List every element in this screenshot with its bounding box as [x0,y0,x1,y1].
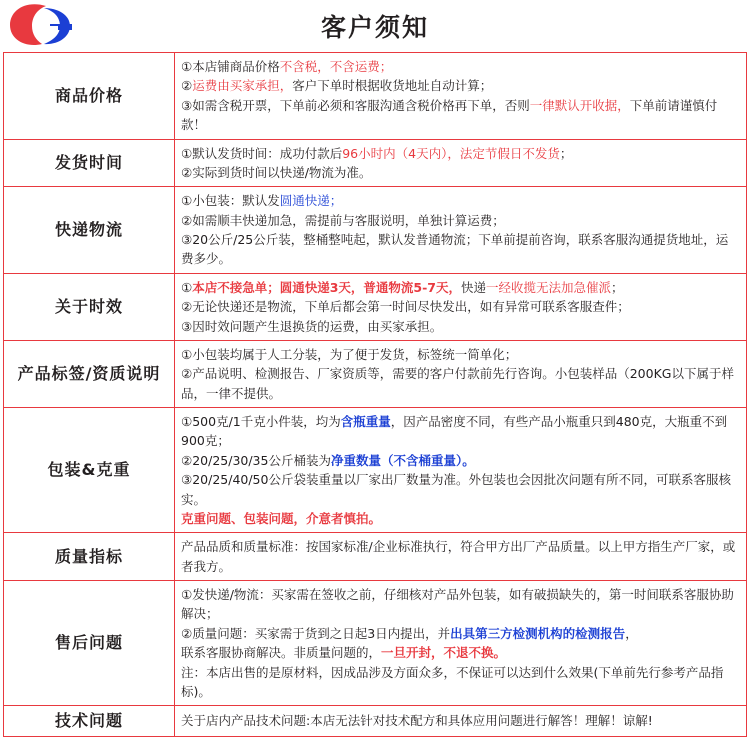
row-content [175,139,747,187]
content-line [181,537,740,576]
table-row [4,53,747,140]
brand-logo-g-icon [6,2,80,48]
content-text: 注：本店出售的是原材料，因成品涉及方面众多，不保证可以达到什么效果(下单前先行参考产品指标)。 [181,664,724,699]
content-line [181,163,740,182]
row-label: 产品标签/资质说明 [4,340,175,407]
content-text: ②如需顺丰快递加急，需提前与客服说明，单独计算运费； [181,212,505,228]
content-text: ②20/25/30/35公斤桶装为 [181,452,331,468]
content-text: ②质量问题：买家需于货到之日起3日内提出，并 [181,625,451,641]
content-text: 产品品质和质量标准：按国家标准/企业标准执行，符合甲方出厂产品质量。以上甲方指生产厂家，或者我方。 [181,539,736,574]
table-row [4,706,747,737]
content-line [181,412,740,451]
content-line [181,643,740,662]
content-line [181,230,740,269]
content-text: ②产品说明、检测报告、厂家资质等，需要的客户付款前先行咨询。小包装样品（200KG以下属于样品，一律不提供。 [181,366,734,401]
table-row [4,533,747,581]
content-text: ③20/25/40/50公斤袋装重量以厂家出厂数量为准。外包装也会因批次问题有所不同，可联系客服核实。 [181,472,731,507]
content-line [181,96,740,135]
content-text: ①本店铺商品价格 [181,59,280,74]
content-line [181,711,740,730]
content-text: ② [181,78,193,94]
content-text: 含瓶重量 [340,414,391,429]
notice-table-body [4,53,747,737]
content-text: 克重问题、包装问题，介意者慎拍。 [181,510,382,526]
content-line [181,585,740,624]
row-content [175,706,747,737]
row-label: 发货时间 [4,139,175,187]
row-label: 技术问题 [4,706,175,737]
content-line [181,451,740,470]
row-label: 售后问题 [4,581,175,706]
content-text: ③如需含税开票，下单前必须和客服沟通含税价格再下单，否则 [181,97,530,113]
content-line [181,144,740,163]
row-content [175,340,747,407]
content-text: ， [625,625,638,641]
row-label: 质量指标 [4,533,175,581]
content-text: 96小时内（4天内），法定节假日不发货 [342,145,560,161]
page-header [0,0,750,52]
row-label: 快递物流 [4,187,175,274]
content-text: ③20公斤/25公斤装，整桶整吨起，默认发普通物流；下单前提前咨询，联系客服沟通提货地址，运费多少。 [181,232,729,267]
content-line [181,57,740,76]
content-text: 一经收揽无法加急催派 [486,279,612,295]
content-line [181,470,740,509]
content-text: 不含税，不含运费； [279,59,393,74]
page-title: 客户须知 [320,13,429,42]
content-text: ① [181,279,193,295]
row-content [175,408,747,533]
row-content [175,187,747,274]
row-content [175,581,747,706]
content-text: 下单前请谨慎付款！ [181,97,718,133]
table-row [4,139,747,187]
row-content [175,533,747,581]
table-row [4,581,747,706]
content-text: 圆通快递； [279,193,343,209]
content-text: ②无论快递还是物流，下单后都会第一时间尽快发出，如有异常可联系客服查件； [181,299,630,315]
content-text: 出具第三方检测机构的检测报告 [450,625,626,641]
content-line [181,624,740,643]
table-row [4,187,747,274]
content-line [181,191,740,210]
row-label: 商品价格 [4,53,175,140]
content-text: ②实际到货时间以快递/物流为准。 [181,164,372,180]
content-text: 一旦开封，不退不换。 [381,645,507,661]
table-row [4,273,747,340]
content-line [181,364,740,403]
content-line [181,211,740,230]
content-line [181,345,740,364]
content-text: ①小包装：默认发 [181,193,280,209]
content-line [181,317,740,336]
content-text: ③因时效问题产生退换货的运费，由买家承担。 [181,318,443,334]
content-line [181,76,740,95]
content-text: 本店不接急单；圆通快递3天，普通物流5-7天， [192,279,462,295]
content-text: 净重数量（不含桶重量）。 [330,452,475,468]
content-text: 快递 [461,279,487,295]
content-text: ； [611,279,624,295]
content-text: 关于店内产品技术问题:本店无法针对技术配方和具体应用问题进行解答！理解！谅解! [181,713,653,729]
content-line [181,663,740,702]
content-text: ①发快递/物流：买家需在签收之前，仔细核对产品外包装，如有破损缺失的，第一时间联系客服协助解决； [181,587,734,622]
table-row [4,340,747,407]
content-text: 运费由买家承担， [192,78,293,94]
content-text: ①小包装均属于人工分装，为了便于发货，标签统一简单化； [181,346,518,362]
content-text: ，因产品密度不同，有些产品小瓶重只到480克，大瓶重不到900克； [181,414,728,449]
row-label: 关于时效 [4,273,175,340]
content-text: 一律默认开收据， [529,97,630,113]
content-text: 客户下单时根据收货地址自动计算； [292,78,493,94]
table-row [4,408,747,533]
notice-table [3,52,747,737]
row-label: 包装&克重 [4,408,175,533]
content-line [181,297,740,316]
content-text: ①默认发货时间：成功付款后 [181,145,343,161]
content-text: ①500克/1千克小件装，均为 [181,414,341,429]
content-line [181,509,740,528]
row-content [175,273,747,340]
content-text: ； [559,145,573,161]
content-text: 联系客服协商解决。非质量问题的， [181,645,382,661]
row-content [175,53,747,140]
content-line [181,278,740,297]
